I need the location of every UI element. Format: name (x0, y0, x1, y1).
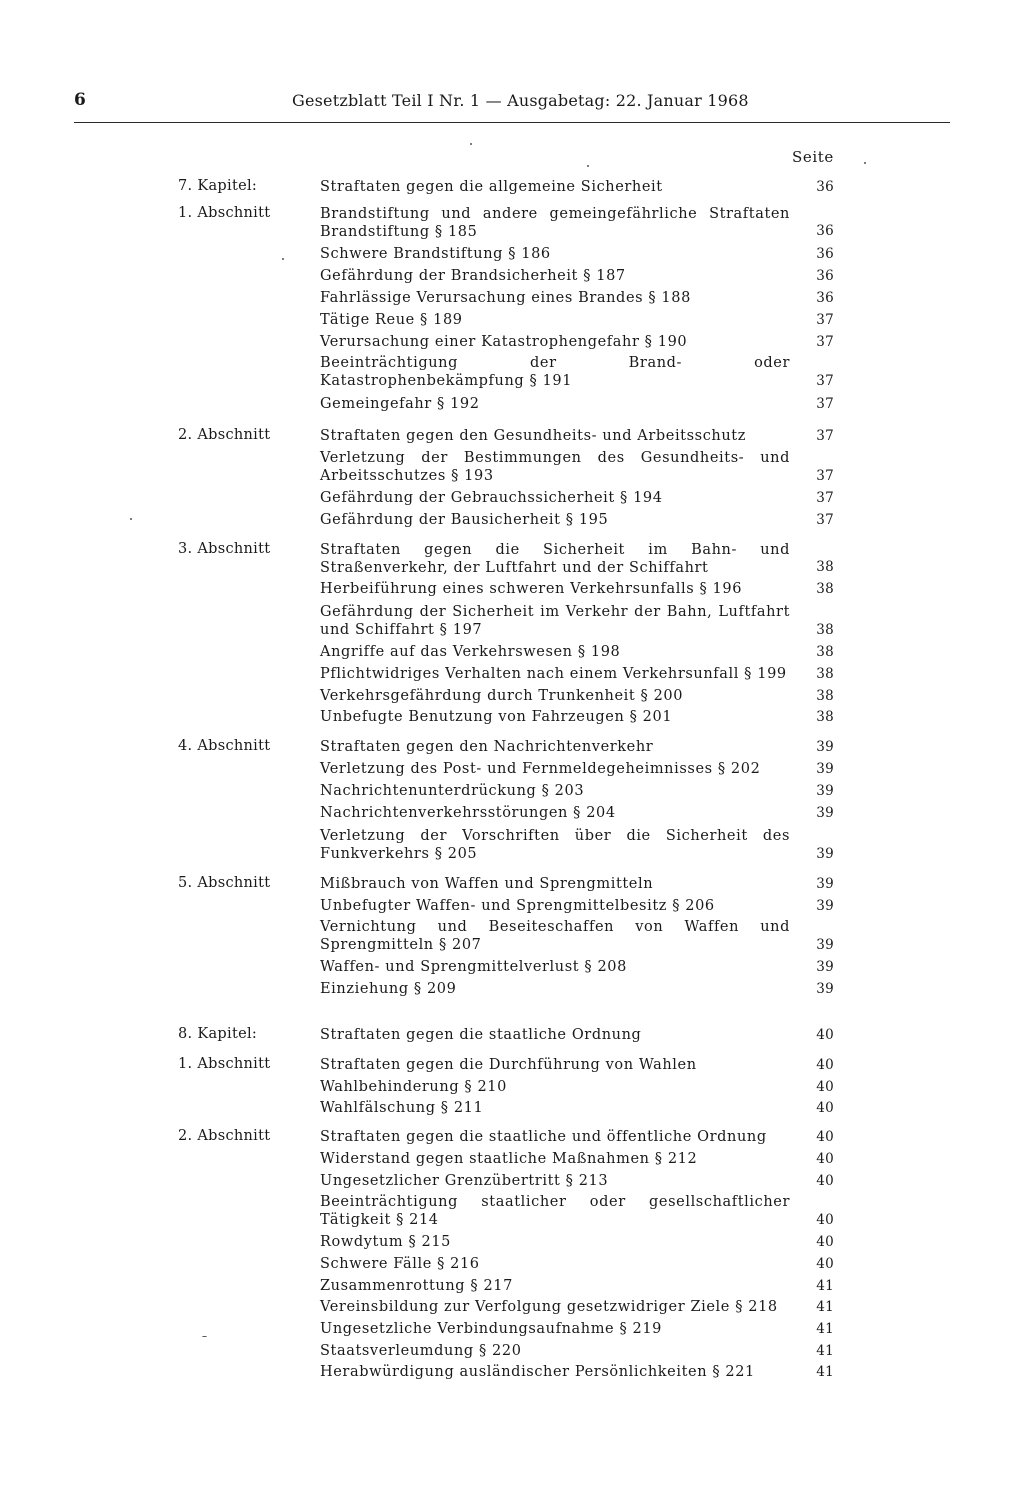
toc-entry-page: 38 (816, 644, 834, 660)
scan-speck (282, 258, 284, 260)
toc-entry-page: 40 (816, 1129, 834, 1145)
toc-entry-page: 39 (816, 846, 834, 862)
toc-entry-text: Verursachung einer Katastrophengefahr § 190 (320, 334, 688, 350)
toc-entry-text: Beeinträchtigung staatlicher oder gesellschaftlicher Tätigkeit § 214 (320, 1194, 790, 1228)
toc-entry-page: 36 (816, 179, 834, 195)
toc-entry-page: 38 (816, 559, 834, 575)
scan-speck (202, 1336, 207, 1337)
toc-entry-page: 37 (816, 373, 834, 389)
section-label: 7. Kapitel: (178, 178, 258, 194)
toc-entry-text: Gefährdung der Gebrauchssicherheit § 194 (320, 490, 663, 506)
scan-speck (470, 143, 472, 145)
toc-entry-text: Wahlbehinderung § 210 (320, 1079, 507, 1095)
toc-entry-text: Unbefugter Waffen- und Sprengmittelbesitz § 206 (320, 898, 715, 914)
section-label: 2. Abschnitt (178, 427, 271, 443)
toc-entry-page: 36 (816, 223, 834, 239)
toc-entry-page: 37 (816, 428, 834, 444)
toc-entry-text: Verkehrsgefährdung durch Trunkenheit § 200 (320, 688, 684, 704)
toc-entry-page: 40 (816, 1173, 834, 1189)
toc-entry-text: Straftaten gegen die allgemeine Sicherheit (320, 179, 663, 195)
toc-entry-text: Nachrichtenverkehrsstörungen § 204 (320, 805, 616, 821)
toc-entry-page: 40 (816, 1079, 834, 1095)
section-label: 3. Abschnitt (178, 541, 271, 557)
toc-entry-text: Mißbrauch von Waffen und Sprengmitteln (320, 876, 654, 892)
toc-entry-page: 38 (816, 709, 834, 725)
toc-entry-page: 38 (816, 688, 834, 704)
page-header (74, 90, 950, 120)
toc-entry-text: Herbeiführung eines schweren Verkehrsunfalls § 196 (320, 581, 743, 597)
header-title: Gesetzblatt Teil I Nr. 1 — Ausgabetag: 22. Januar 1968 (292, 91, 749, 110)
toc-entry-page: 41 (816, 1343, 834, 1359)
toc-entry-page: 39 (816, 739, 834, 755)
toc-entry-page: 39 (816, 761, 834, 777)
section-label: 1. Abschnitt (178, 1056, 271, 1072)
toc-entry-page: 41 (816, 1321, 834, 1337)
toc-entry-text: Vereinsbildung zur Verfolgung gesetzwidriger Ziele § 218 (320, 1299, 778, 1315)
toc-entry-text: Ungesetzlicher Grenzübertritt § 213 (320, 1173, 609, 1189)
toc-entry-page: 38 (816, 622, 834, 638)
toc-entry-text: Straftaten gegen den Gesundheits- und Arbeitsschutz (320, 428, 746, 444)
toc-entry-page: 40 (816, 1151, 834, 1167)
toc-entry-page: 39 (816, 876, 834, 892)
toc-entry-text: Gefährdung der Sicherheit im Verkehr der Bahn, Luftfahrt und Schiffahrt § 197 (320, 604, 790, 638)
toc-entry-text: Fahrlässige Verursachung eines Brandes § 188 (320, 290, 691, 306)
toc-entry-page: 39 (816, 783, 834, 799)
toc-entry-text: Einziehung § 209 (320, 981, 457, 997)
toc-entry-page: 37 (816, 512, 834, 528)
toc-entry-text: Tätige Reue § 189 (320, 312, 463, 328)
scan-speck (864, 162, 866, 164)
toc-entry-text: Pflichtwidriges Verhalten nach einem Verkehrsunfall § 199 (320, 666, 787, 682)
toc-entry-text: Schwere Brandstiftung § 186 (320, 246, 551, 262)
toc-entry-page: 37 (816, 490, 834, 506)
toc-entry-text: Wahlfälschung § 211 (320, 1100, 484, 1116)
toc-entry-page: 39 (816, 937, 834, 953)
toc-entry-text: Straftaten gegen die Sicherheit im Bahn- und Straßenverkehr, der Luftfahrt und der Schiffahrt (320, 542, 790, 576)
toc-entry-text: Straftaten gegen die staatliche und öffentliche Ordnung (320, 1129, 767, 1145)
page-number: 6 (74, 90, 86, 110)
toc-entry-page: 37 (816, 468, 834, 484)
toc-entry-text: Angriffe auf das Verkehrswesen § 198 (320, 644, 621, 660)
toc-entry-text: Beeinträchtigung der Brand- oder Katastrophenbekämpfung § 191 (320, 355, 790, 389)
toc-entry-page: 36 (816, 290, 834, 306)
toc-entry-text: Ungesetzliche Verbindungsaufnahme § 219 (320, 1321, 662, 1337)
toc-entry-page: 39 (816, 898, 834, 914)
toc-entry-text: Straftaten gegen die staatliche Ordnung (320, 1027, 642, 1043)
toc-entry-text: Vernichtung und Beseiteschaffen von Waffen und Sprengmitteln § 207 (320, 919, 790, 953)
toc-entry-text: Staatsverleumdung § 220 (320, 1343, 522, 1359)
toc-entry-text: Nachrichtenunterdrückung § 203 (320, 783, 585, 799)
toc-entry-page: 40 (816, 1057, 834, 1073)
toc-entry-text: Widerstand gegen staatliche Maßnahmen § 212 (320, 1151, 698, 1167)
section-label: 1. Abschnitt (178, 205, 271, 221)
toc-entry-page: 41 (816, 1278, 834, 1294)
toc-entry-page: 39 (816, 805, 834, 821)
toc-entry-page: 37 (816, 396, 834, 412)
toc-entry-text: Gemeingefahr § 192 (320, 396, 480, 412)
toc-entry-page: 39 (816, 981, 834, 997)
scan-speck (587, 165, 589, 167)
section-label: 4. Abschnitt (178, 738, 271, 754)
toc-entry-page: 40 (816, 1100, 834, 1116)
section-label: 2. Abschnitt (178, 1128, 271, 1144)
scan-speck (130, 518, 132, 520)
toc-entry-page: 37 (816, 334, 834, 350)
toc-entry-page: 39 (816, 959, 834, 975)
toc-entry-page: 40 (816, 1212, 834, 1228)
toc-entry-text: Verletzung des Post- und Fernmeldegeheimnisses § 202 (320, 761, 761, 777)
toc-entry-text: Straftaten gegen den Nachrichtenverkehr (320, 739, 654, 755)
toc-entry-text: Verletzung der Bestimmungen des Gesundheits- und Arbeitsschutzes § 193 (320, 450, 790, 484)
header-rule (74, 122, 950, 123)
page-column-header: Seite (792, 148, 834, 166)
toc-entry-text: Schwere Fälle § 216 (320, 1256, 480, 1272)
toc-entry-text: Waffen- und Sprengmittelverlust § 208 (320, 959, 627, 975)
toc-entry-page: 41 (816, 1364, 834, 1380)
section-label: 5. Abschnitt (178, 875, 271, 891)
toc-entry-page: 38 (816, 581, 834, 597)
toc-entry-page: 37 (816, 312, 834, 328)
toc-entry-page: 40 (816, 1256, 834, 1272)
toc-entry-text: Brandstiftung und andere gemeingefährliche Straftaten Brandstiftung § 185 (320, 206, 790, 240)
toc-entry-page: 40 (816, 1027, 834, 1043)
toc-entry-text: Rowdytum § 215 (320, 1234, 451, 1250)
toc-entry-page: 36 (816, 268, 834, 284)
toc-entry-text: Herabwürdigung ausländischer Persönlichkeiten § 221 (320, 1364, 755, 1380)
toc-entry-page: 41 (816, 1299, 834, 1315)
toc-entry-page: 36 (816, 246, 834, 262)
toc-entry-text: Unbefugte Benutzung von Fahrzeugen § 201 (320, 709, 673, 725)
toc-entry-page: 40 (816, 1234, 834, 1250)
toc-entry-text: Zusammenrottung § 217 (320, 1278, 513, 1294)
section-label: 8. Kapitel: (178, 1026, 258, 1042)
toc-entry-text: Gefährdung der Brandsicherheit § 187 (320, 268, 626, 284)
toc-entry-text: Gefährdung der Bausicherheit § 195 (320, 512, 609, 528)
toc-entry-page: 38 (816, 666, 834, 682)
toc-entry-text: Verletzung der Vorschriften über die Sicherheit des Funkverkehrs § 205 (320, 828, 790, 862)
toc-entry-text: Straftaten gegen die Durchführung von Wahlen (320, 1057, 697, 1073)
